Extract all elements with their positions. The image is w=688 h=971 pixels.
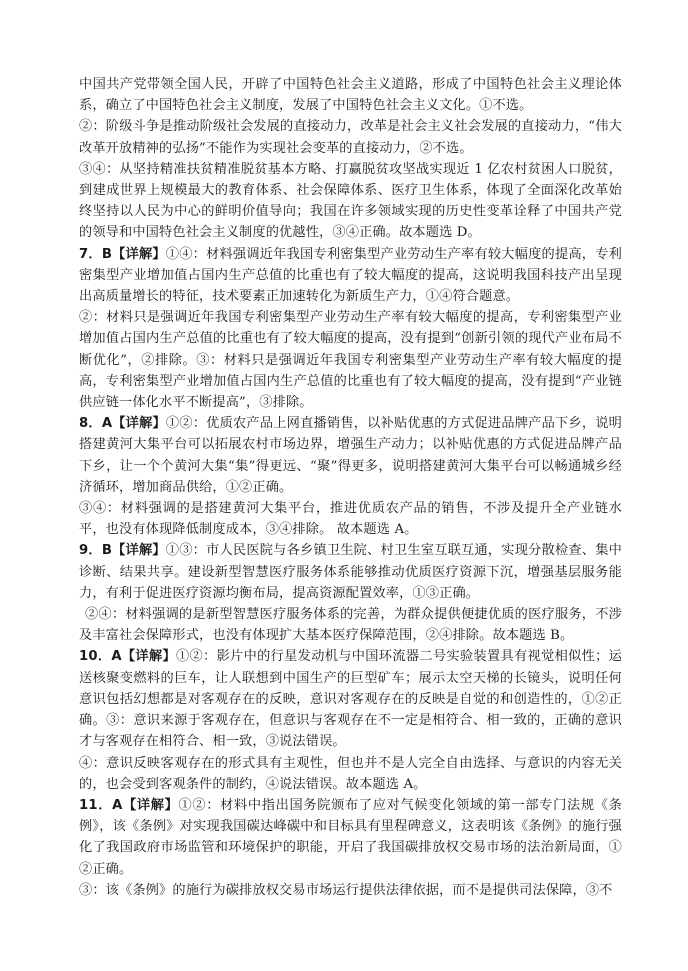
paragraph-text: ①②：优质农产品上网直播销售，以补贴优惠的方式促进品牌产品下乡，说明搭建黄河大集平台可以拓展农村市场边界，增强生产动力；以补贴优惠的方式促进品牌产品下乡，让一个个黄河大集“集”得更远、“聚”得更多，说明搭建黄河大集平台可以畅通城乡经济循环，增加商品供给，①②正确。 — [79, 416, 622, 495]
paragraph — [79, 413, 622, 498]
paragraph — [79, 159, 622, 244]
question-heading: 8．A【详解】 — [79, 416, 166, 432]
paragraph — [79, 244, 622, 308]
paragraph-text: ①④：材料强调近年我国专利密集型产业劳动生产率有较大幅度的提高，专利密集型产业增加值占国内生产总值的比重也有了较大幅度的提高，这说明我国科技产出呈现出高质量增长的特征，技术要素正加速转化为新质生产力，①④符合题意。 — [79, 246, 622, 305]
paragraph-text: ①②：材料中指出国务院颁布了应对气候变化领域的第一部专门法规《条例》，该《条例》对实现我国碳达峰碳中和目标具有里程碑意义，这表明该《条例》的施行强化了我国政府市场监管和环境保护的职能，开启了我国碳排放权交易市场的法治新局面，①②正确。 — [79, 797, 623, 877]
paragraph — [79, 498, 622, 540]
paragraph-text: ③④：从坚持精准扶贫精准脱贫基本方略、打赢脱贫攻坚战实现近 1 亿农村贫困人口脱贫，到建成世界上规模最大的教育体系、社会保障体系、医疗卫生体系，体现了全面深化改革始终坚持以人民为中心的鲜明价值导向；我国在许多领域实现的历史性变革诠释了中国共产党的领导和中国特色社会主义制度的优越性，③④正确。故本题选 D。 — [79, 161, 622, 241]
question-heading: 10．A【详解】 — [79, 649, 176, 665]
question-heading: 7．B【详解】 — [79, 246, 166, 262]
question-heading: 11．A【详解】 — [79, 797, 179, 813]
paragraph-text: ①②：影片中的行星发动机与中国环流器二号实验装置具有视觉相似性；运送核聚变燃料的巨车，让人联想到中国生产的巨型矿车；展示太空天梯的长镜头，说明任何意识包括幻想都是对客观存在的反映，意识对客观存在的反映是自觉的和创造性的，①②正确。③：意识来源于客观存在，但意识与客观存在不一定是相符合、相一致的，正确的意识才与客观存在相符合、相一致，③说法错误。 — [79, 649, 622, 750]
paragraph-text: ③：该《条例》的施行为碳排放权交易市场运行提供法律依据，而不是提供司法保障，③不 — [79, 882, 613, 898]
paragraph — [79, 604, 622, 646]
paragraph — [79, 540, 622, 604]
paragraph — [79, 880, 622, 901]
paragraph-text: ①③：市人民医院与各乡镇卫生院、村卫生室互联互通，实现分散检查、集中诊断、结果共享。建设新型智慧医疗服务体系能够推动优质医疗资源下沉，增强基层服务能力，有利于促进医疗资源均衡布局，提高资源配置效率，①③正确。 — [79, 543, 622, 601]
question-heading: 9．B【详解】 — [79, 543, 166, 559]
paragraph-text: ②：阶级斗争是推动阶级社会发展的直接动力，改革是社会主义社会发展的直接动力，“伟大改革开放精神的弘扬”不能作为实现社会变革的直接动力，②不选。 — [79, 119, 622, 156]
paragraph — [79, 795, 622, 880]
paragraph — [79, 646, 622, 752]
paragraph-text: ④：意识反映客观存在的形式具有主观性，但也并不是人完全自由选择、与意识的内容无关的，也会受到客观条件的制约，④说法错误。故本题选 A。 — [79, 755, 622, 792]
paragraph-text: ②④：材料强调的是新型智慧医疗服务体系的完善，为群众提供便捷优质的医疗服务，不涉及丰富社会保障形式，也没有体现扩大基本医疗保障范围，②④排除。故本题选 B。 — [79, 607, 622, 644]
paragraph — [79, 74, 622, 116]
paragraph — [79, 753, 622, 795]
paragraph-text: 中国共产党带领全国人民，开辟了中国特色社会主义道路，形成了中国特色社会主义理论体系，确立了中国特色社会主义制度，发展了中国特色社会主义文化。①不选。 — [79, 77, 622, 114]
paragraph-text: ③④：材料强调的是搭建黄河大集平台，推进优质农产品的销售，不涉及提升全产业链水平，也没有体现降低制度成本，③④排除。 故本题选 A。 — [79, 501, 622, 538]
paragraph-text: ②：材料只是强调近年我国专利密集型产业劳动生产率有较大幅度的提高，专利密集型产业增加值占国内生产总值的比重也有了较大幅度的提高，没有提到“创新引领的现代产业布局不断优化”，②排除。③：材料只是强调近年我国专利密集型产业劳动生产率有较大幅度的提高，专利密集型产业增加值占国内生产总值的比重也有了较大幅度的提高，没有提到“产业链供应链一体化水平不断提高”，③排除。 — [79, 310, 622, 411]
paragraph — [79, 307, 622, 413]
paragraph — [79, 116, 622, 158]
